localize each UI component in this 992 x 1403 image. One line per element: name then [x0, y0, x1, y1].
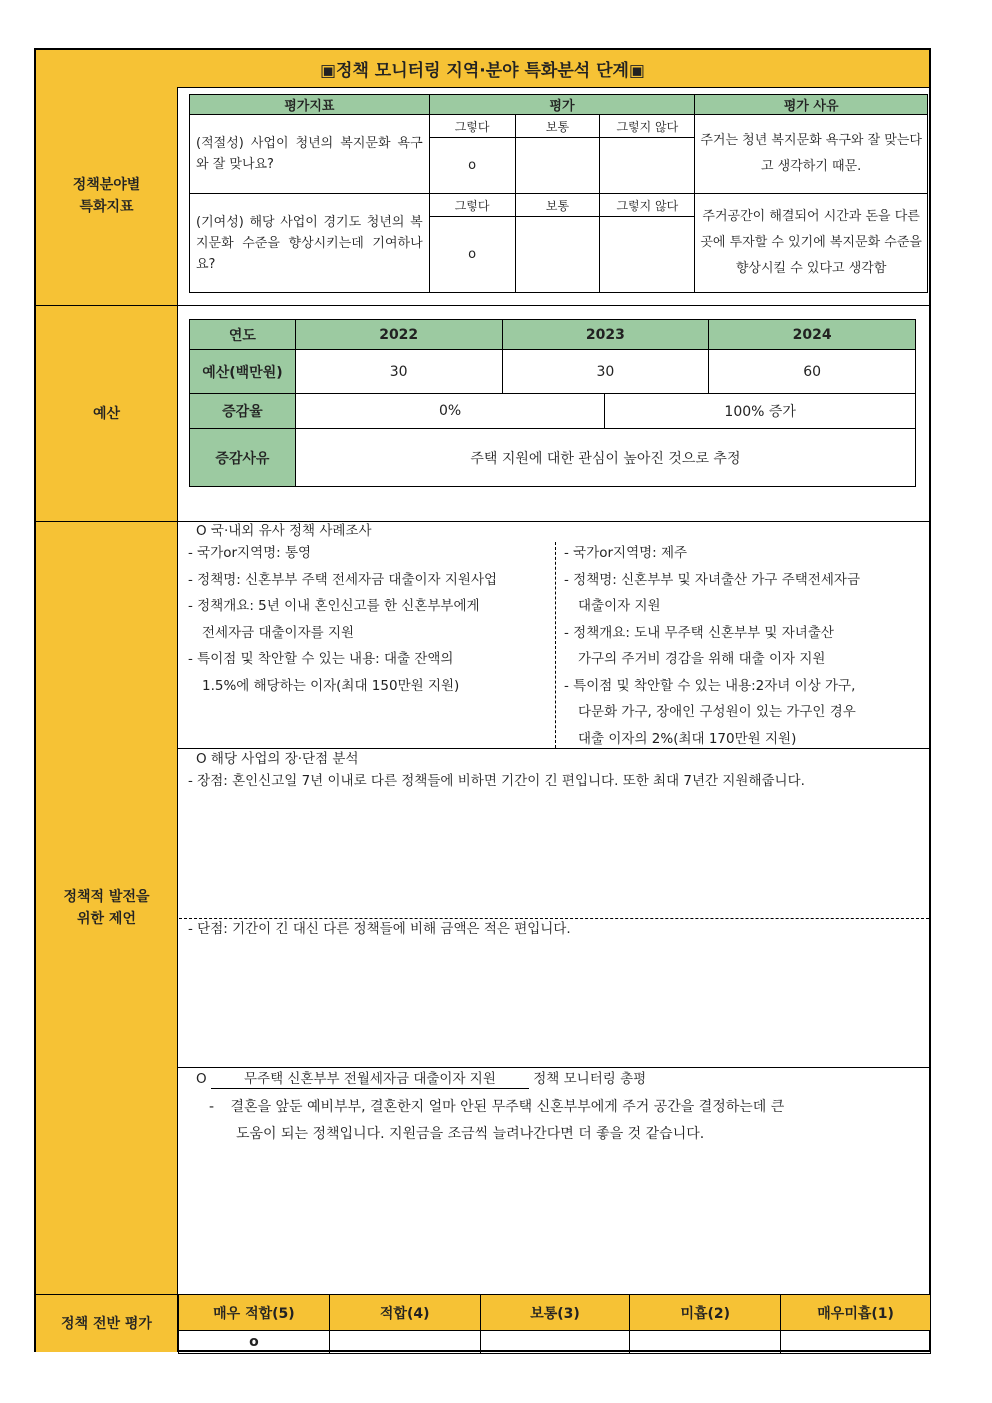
question-contribution: (기여성) 해당 사업이 경기도 청년의 복지문화 수준을 향상시키는데 기여하나요? [190, 194, 430, 293]
cases-heading: O 국·내외 유사 정책 사례조사 [196, 523, 372, 539]
reason-relevance: 주거는 청년 복지문화 욕구와 잘 맞는다고 생각하기 때문. [695, 115, 928, 194]
reason-contribution: 주거공간이 해결되어 시간과 돈을 다른 곳에 투자할 수 있기에 복지문화 수준을 향상시킬 수 있다고 생각함 [695, 194, 928, 293]
amount-label: 예산(백만원) [190, 350, 296, 394]
overall-very-insufficient: 매우미흡(1) [781, 1295, 931, 1331]
option-yes: 그렇다 [429, 115, 515, 138]
case-left-line: 전세자금 대출이자를 지원 [202, 624, 355, 641]
header-reason: 평가 사유 [695, 95, 928, 115]
summary-policy-name: 무주택 신혼부부 전월세자금 대출이자 지원 [211, 1070, 529, 1089]
overall-mark [480, 1331, 630, 1354]
year-2024: 2024 [709, 320, 916, 350]
summary-line-1: 결혼을 앞둔 예비부부, 결혼한지 얼마 안된 무주택 신혼부부에게 주거 공간을 결정하는데 큰 [230, 1099, 785, 1115]
overall-mark [781, 1331, 931, 1354]
question-relevance: (적절성) 사업이 청년의 복지문화 욕구와 잘 맞나요? [190, 115, 430, 194]
option-neutral: 보통 [515, 194, 600, 217]
cases-section [179, 522, 929, 748]
case-right-line: 가구의 주거비 경감을 위해 대출 이자 지원 [578, 651, 826, 667]
cases-right [564, 540, 924, 752]
mark-yes: o [429, 138, 515, 194]
case-right-line: - 정책명: 신혼부부 및 자녀출산 가구 주택전세자금 [564, 571, 860, 588]
case-left-line: - 국가or지역명: 통영 [188, 545, 312, 561]
mark-neutral [515, 138, 600, 194]
case-right-line: - 특이점 및 착안할 수 있는 내용:2자녀 이상 가구, [564, 677, 856, 694]
summary-body [209, 1094, 784, 1147]
amount-2024: 60 [709, 350, 916, 394]
budget-reason: 주택 지원에 대한 관심이 높아진 것으로 추정 [295, 429, 915, 487]
mark-no [600, 217, 695, 293]
overall-mark: o [179, 1331, 330, 1354]
overall-table [178, 1294, 931, 1354]
summary-suffix: 정책 모니터링 총평 [533, 1071, 647, 1087]
case-left-line: - 정책명: 신혼부부 주택 전세자금 대출이자 지원사업 [188, 571, 498, 588]
overall-mark [630, 1331, 781, 1354]
cases-left [188, 540, 548, 699]
summary-line-2: 도움이 되는 정책입니다. 지원금을 조금씩 늘려나간다면 더 좋을 것 같습니다. [236, 1125, 705, 1142]
case-right-line: - 국가or지역명: 제주 [564, 545, 688, 561]
year-2022: 2022 [295, 320, 502, 350]
overall-label: 정책 전반 평가 [36, 1295, 178, 1352]
header-indicator: 평가지표 [190, 95, 430, 115]
overall-suitable: 적합(4) [329, 1295, 480, 1331]
overall-insufficient: 미흡(2) [630, 1295, 781, 1331]
amount-2023: 30 [502, 350, 709, 394]
case-left-line: - 특이점 및 착안할 수 있는 내용: 대출 잔액의 [188, 651, 454, 667]
indicators-label: 정책분야별 특화지표 [36, 87, 178, 305]
mark-yes: o [429, 217, 515, 293]
proposal-label: 정책적 발전을 위한 제언 [36, 522, 178, 1294]
option-yes: 그렇다 [429, 194, 515, 217]
form-title: ▣정책 모니터링 지역·분야 특화분석 단계▣ [36, 50, 929, 88]
rate-2024: 100% 증가 [605, 394, 916, 429]
year-label: 연도 [190, 320, 296, 350]
overall-mark [329, 1331, 480, 1354]
overall-very-suitable: 매우 적합(5) [179, 1295, 330, 1331]
budget-table [189, 319, 916, 487]
option-neutral: 보통 [515, 115, 600, 138]
case-left-line: 1.5%에 해당하는 이자(최대 150만원 지원) [202, 677, 460, 694]
reason-label: 증감사유 [190, 429, 296, 487]
case-right-line: 다문화 가구, 장애인 구성원이 있는 가구인 경우 [578, 704, 856, 720]
option-no: 그렇지 않다 [600, 115, 695, 138]
amount-2022: 30 [295, 350, 502, 394]
header-evaluation: 평가 [429, 95, 695, 115]
overall-average: 보통(3) [480, 1295, 630, 1331]
case-right-line: 대출이자 지원 [578, 598, 661, 614]
case-right-line: 대출 이자의 2%(최대 170만원 지원) [578, 730, 797, 747]
summary-heading [196, 1066, 646, 1093]
mark-no [600, 138, 695, 194]
year-2023: 2023 [502, 320, 709, 350]
summary-section [179, 1068, 929, 1294]
case-left-line: - 정책개요: 5년 이내 혼인신고를 한 신혼부부에게 [188, 598, 480, 614]
option-no: 그렇지 않다 [600, 194, 695, 217]
summary-bullet: O [196, 1071, 207, 1087]
monitoring-form [34, 48, 931, 1352]
mark-neutral [515, 217, 600, 293]
rate-2023: 0% [295, 394, 605, 429]
summary-dash: - [209, 1099, 215, 1115]
case-right-line: - 정책개요: 도내 무주택 신혼부부 및 자녀출산 [564, 624, 834, 641]
rate-label: 증감율 [190, 394, 296, 429]
analysis-heading: O 해당 사업의 장·단점 분석 [196, 751, 359, 767]
indicators-table [189, 94, 928, 293]
pros-text: - 장점: 혼인신고일 7년 이내로 다른 정책들에 비하면 기간이 긴 편입니다. 또한 최대 7년간 지원해줍니다. [188, 773, 805, 789]
budget-label: 예산 [36, 306, 178, 521]
cons-text: - 단점: 기간이 긴 대신 다른 정책들에 비해 금액은 적은 편입니다. [188, 921, 571, 937]
analysis-section [179, 749, 929, 1067]
